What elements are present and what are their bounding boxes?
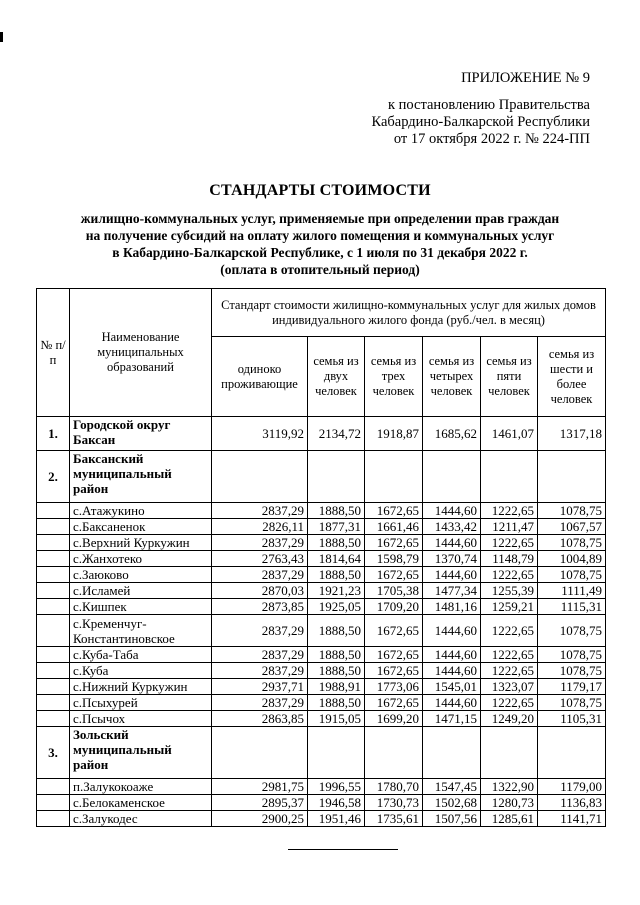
row-number [37, 503, 70, 519]
header-number: № п/п [37, 289, 70, 417]
settlement-name: с.Исламей [70, 583, 212, 599]
row-number [37, 663, 70, 679]
value-cell: 1709,20 [365, 599, 423, 615]
value-cell: 1502,68 [423, 795, 481, 811]
value-cell: 1433,42 [423, 519, 481, 535]
value-cell: 1888,50 [308, 695, 365, 711]
value-cell: 1661,46 [365, 519, 423, 535]
table-row [37, 811, 606, 827]
settlement-name: с.Залукодес [70, 811, 212, 827]
value-cell: 2863,85 [212, 711, 308, 727]
value-cell: 1370,74 [423, 551, 481, 567]
value-cell: 1471,15 [423, 711, 481, 727]
value-cell: 1105,31 [538, 711, 606, 727]
value-cell: 2870,03 [212, 583, 308, 599]
value-cell: 2937,71 [212, 679, 308, 695]
value-cell: 1078,75 [538, 503, 606, 519]
header-col: семья из шести и более человек [538, 337, 606, 417]
settlement-name: с.Заюково [70, 567, 212, 583]
table-row [37, 679, 606, 695]
value-cell: 1222,65 [481, 695, 538, 711]
appendix-line: Кабардино-Балкарской Республики [371, 114, 590, 130]
value-cell: 1951,46 [308, 811, 365, 827]
value-cell: 1921,23 [308, 583, 365, 599]
value-cell: 1672,65 [365, 615, 423, 647]
value-cell: 1115,31 [538, 599, 606, 615]
value-cell: 1773,06 [365, 679, 423, 695]
value-cell: 1481,16 [423, 599, 481, 615]
settlement-name: с.Кременчуг-Константиновское [70, 615, 212, 647]
standards-table [36, 288, 606, 827]
value-cell: 1444,60 [423, 615, 481, 647]
value-cell: 1078,75 [538, 615, 606, 647]
value-cell: 3119,92 [212, 417, 308, 451]
row-number [37, 535, 70, 551]
value-cell: 1148,79 [481, 551, 538, 567]
table-row [37, 647, 606, 663]
value-cell: 1222,65 [481, 503, 538, 519]
value-cell: 1730,73 [365, 795, 423, 811]
value-cell: 1888,50 [308, 503, 365, 519]
table-row [37, 615, 606, 647]
value-cell: 1672,65 [365, 647, 423, 663]
header-name: Наименование муниципальных образований [70, 289, 212, 417]
table-row [37, 599, 606, 615]
group-row [37, 451, 606, 503]
table-row [37, 711, 606, 727]
settlement-name: с.Атажукино [70, 503, 212, 519]
value-cell: 1996,55 [308, 779, 365, 795]
table-row [37, 567, 606, 583]
value-cell: 1136,83 [538, 795, 606, 811]
value-cell: 1545,01 [423, 679, 481, 695]
value-cell: 2837,29 [212, 647, 308, 663]
value-cell: 2837,29 [212, 615, 308, 647]
value-cell: 1888,50 [308, 615, 365, 647]
table-row [37, 779, 606, 795]
value-cell: 1915,05 [308, 711, 365, 727]
row-number [37, 779, 70, 795]
value-cell: 1888,50 [308, 647, 365, 663]
settlement-name: с.Куба [70, 663, 212, 679]
value-cell: 1323,07 [481, 679, 538, 695]
settlement-name: с.Верхний Куркужин [70, 535, 212, 551]
value-cell: 1877,31 [308, 519, 365, 535]
settlement-name: с.Баксаненок [70, 519, 212, 535]
value-cell: 1888,50 [308, 567, 365, 583]
value-cell: 1780,70 [365, 779, 423, 795]
row-number [37, 615, 70, 647]
group-row [37, 727, 606, 779]
row-number [37, 795, 70, 811]
value-cell: 1946,58 [308, 795, 365, 811]
table-row [37, 519, 606, 535]
row-number [37, 519, 70, 535]
municipality-name: Зольский муниципальный район [70, 727, 212, 779]
municipality-name: Городской округ Баксан [70, 417, 212, 451]
subtitle-line: в Кабардино-Балкарской Республике, с 1 июля по 31 декабря 2022 г. [112, 245, 528, 260]
value-cell: 1444,60 [423, 695, 481, 711]
value-cell: 2837,29 [212, 695, 308, 711]
value-cell: 1179,17 [538, 679, 606, 695]
document-title [0, 182, 640, 278]
value-cell: 1078,75 [538, 567, 606, 583]
row-number [37, 679, 70, 695]
municipality-name: Баксанский муниципальный район [70, 451, 212, 503]
title-main: СТАНДАРТЫ СТОИМОСТИ [209, 182, 431, 199]
header-col: одиноко проживающие [212, 337, 308, 417]
value-cell: 1888,50 [308, 663, 365, 679]
value-cell: 2873,85 [212, 599, 308, 615]
value-cell: 1222,65 [481, 567, 538, 583]
table-row [37, 503, 606, 519]
value-cell: 2763,43 [212, 551, 308, 567]
header-col: семья из трех человек [365, 337, 423, 417]
value-cell: 1685,62 [423, 417, 481, 451]
value-cell: 1444,60 [423, 535, 481, 551]
value-cell: 1285,61 [481, 811, 538, 827]
value-cell: 1255,39 [481, 583, 538, 599]
row-number [37, 567, 70, 583]
subtitle-line: жилищно-коммунальных услуг, применяемые при определении прав граждан [80, 211, 560, 226]
value-cell: 1317,18 [538, 417, 606, 451]
value-cell: 1249,20 [481, 711, 538, 727]
value-cell: 1699,20 [365, 711, 423, 727]
appendix-line: от 17 октября 2022 г. № 224-ПП [393, 131, 590, 147]
value-cell: 2837,29 [212, 535, 308, 551]
value-cell: 1179,00 [538, 779, 606, 795]
value-cell: 1067,57 [538, 519, 606, 535]
value-cell: 1672,65 [365, 503, 423, 519]
value-cell: 1259,21 [481, 599, 538, 615]
value-cell: 1111,49 [538, 583, 606, 599]
settlement-name: с.Жанхотеко [70, 551, 212, 567]
settlement-name: с.Псычох [70, 711, 212, 727]
group-row [37, 417, 606, 451]
table-row [37, 583, 606, 599]
value-cell: 1004,89 [538, 551, 606, 567]
value-cell: 1322,90 [481, 779, 538, 795]
value-cell: 1925,05 [308, 599, 365, 615]
value-cell: 1461,07 [481, 417, 538, 451]
value-cell: 1222,65 [481, 535, 538, 551]
settlement-name: с.Нижний Куркужин [70, 679, 212, 695]
settlement-name: п.Залукокоаже [70, 779, 212, 795]
settlement-name: с.Белокаменское [70, 795, 212, 811]
appendix-number: ПРИЛОЖЕНИЕ № 9 [461, 70, 590, 86]
value-cell: 1888,50 [308, 535, 365, 551]
settlement-name: с.Куба-Таба [70, 647, 212, 663]
value-cell: 2895,37 [212, 795, 308, 811]
value-cell: 2981,75 [212, 779, 308, 795]
settlement-name: с.Псыхурей [70, 695, 212, 711]
row-number [37, 583, 70, 599]
value-cell: 1222,65 [481, 615, 538, 647]
value-cell: 2837,29 [212, 663, 308, 679]
table-row [37, 551, 606, 567]
value-cell: 2900,25 [212, 811, 308, 827]
value-cell: 1280,73 [481, 795, 538, 811]
row-number: 1. [37, 417, 70, 451]
subtitle-line: на получение субсидий на оплату жилого помещения и коммунальных услуг [85, 228, 555, 243]
row-number [37, 647, 70, 663]
value-cell: 1078,75 [538, 647, 606, 663]
value-cell: 1078,75 [538, 663, 606, 679]
value-cell: 1477,34 [423, 583, 481, 599]
scan-edge-mark [0, 32, 3, 42]
table-body [37, 417, 606, 827]
table-row [37, 695, 606, 711]
value-cell: 1222,65 [481, 663, 538, 679]
row-number: 3. [37, 727, 70, 779]
row-number [37, 811, 70, 827]
table-row [37, 663, 606, 679]
value-cell: 2837,29 [212, 503, 308, 519]
table-row [37, 795, 606, 811]
value-cell: 1988,91 [308, 679, 365, 695]
bottom-divider [288, 849, 398, 850]
header-standard: Стандарт стоимости жилищно-коммунальных услуг для жилых домов индивидуального жилого фонда (руб./чел. в месяц) [212, 289, 606, 337]
value-cell: 1672,65 [365, 567, 423, 583]
value-cell: 1444,60 [423, 647, 481, 663]
value-cell: 1705,38 [365, 583, 423, 599]
row-number [37, 711, 70, 727]
header-col: семья из двух человек [308, 337, 365, 417]
row-number [37, 695, 70, 711]
appendix-line: к постановлению Правительства [388, 97, 590, 113]
value-cell: 2826,11 [212, 519, 308, 535]
value-cell: 1507,56 [423, 811, 481, 827]
value-cell: 1918,87 [365, 417, 423, 451]
value-cell: 1444,60 [423, 663, 481, 679]
title-subtitle [0, 210, 640, 278]
value-cell: 2134,72 [308, 417, 365, 451]
value-cell: 1444,60 [423, 503, 481, 519]
value-cell: 1735,61 [365, 811, 423, 827]
value-cell: 1078,75 [538, 535, 606, 551]
value-cell: 1444,60 [423, 567, 481, 583]
row-number: 2. [37, 451, 70, 503]
value-cell: 1211,47 [481, 519, 538, 535]
value-cell: 1547,45 [423, 779, 481, 795]
value-cell: 1814,64 [308, 551, 365, 567]
value-cell: 1672,65 [365, 663, 423, 679]
value-cell: 2837,29 [212, 567, 308, 583]
row-number [37, 551, 70, 567]
appendix-header [330, 70, 590, 148]
header-col: семья из четырех человек [423, 337, 481, 417]
subtitle-line: (оплата в отопительный период) [220, 262, 420, 277]
value-cell: 1141,71 [538, 811, 606, 827]
settlement-name: с.Кишпек [70, 599, 212, 615]
table-row [37, 535, 606, 551]
header-col: семья из пяти человек [481, 337, 538, 417]
value-cell: 1222,65 [481, 647, 538, 663]
value-cell: 1672,65 [365, 695, 423, 711]
value-cell: 1672,65 [365, 535, 423, 551]
row-number [37, 599, 70, 615]
value-cell: 1078,75 [538, 695, 606, 711]
value-cell: 1598,79 [365, 551, 423, 567]
